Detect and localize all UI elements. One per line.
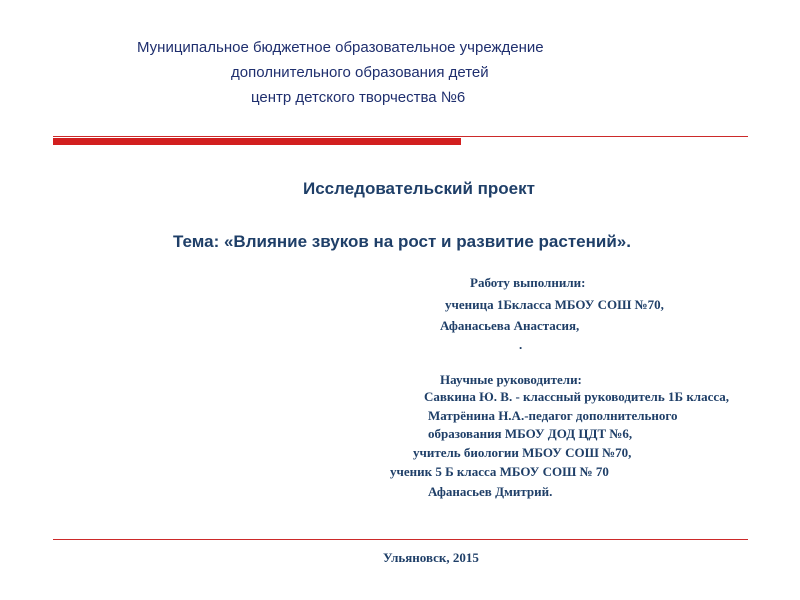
- project-topic-heading: Тема: «Влияние звуков на рост и развитие растений».: [173, 232, 631, 251]
- performers-line-1: ученица 1Бкласса МБОУ СОШ №70,: [445, 297, 664, 312]
- supervisors-line-6: Афанасьев Дмитрий.: [428, 484, 553, 499]
- supervisors-line-5: ученик 5 Б класса МБОУ СОШ № 70: [390, 464, 609, 479]
- performers-line-3: .: [519, 337, 523, 352]
- organization-line-1: Муниципальное бюджетное образовательное учреждение: [137, 39, 544, 56]
- project-type-heading: Исследовательский проект: [303, 179, 535, 198]
- performers-line-2: Афанасьева Анастасия,: [440, 318, 580, 333]
- supervisors-line-1: Савкина Ю. В. - классный руководитель 1Б класса,: [424, 389, 730, 404]
- organization-line-3: центр детского творчества №6: [251, 89, 466, 106]
- supervisors-line-4: учитель биологии МБОУ СОШ №70,: [413, 445, 632, 460]
- supervisors-label: Научные руководители:: [440, 372, 582, 387]
- supervisors-line-2: Матрёнина Н.А.-педагог дополнительного: [428, 408, 678, 423]
- supervisors-line-3: образования МБОУ ДОД ЦДТ №6,: [428, 426, 633, 441]
- city-year-footer: Ульяновск, 2015: [383, 550, 479, 565]
- bottom-divider: [53, 539, 748, 540]
- top-divider-thin: [53, 136, 748, 137]
- organization-line-2: дополнительного образования детей: [231, 64, 489, 81]
- performers-label: Работу выполнили:: [470, 275, 586, 290]
- top-divider-thick: [53, 138, 461, 145]
